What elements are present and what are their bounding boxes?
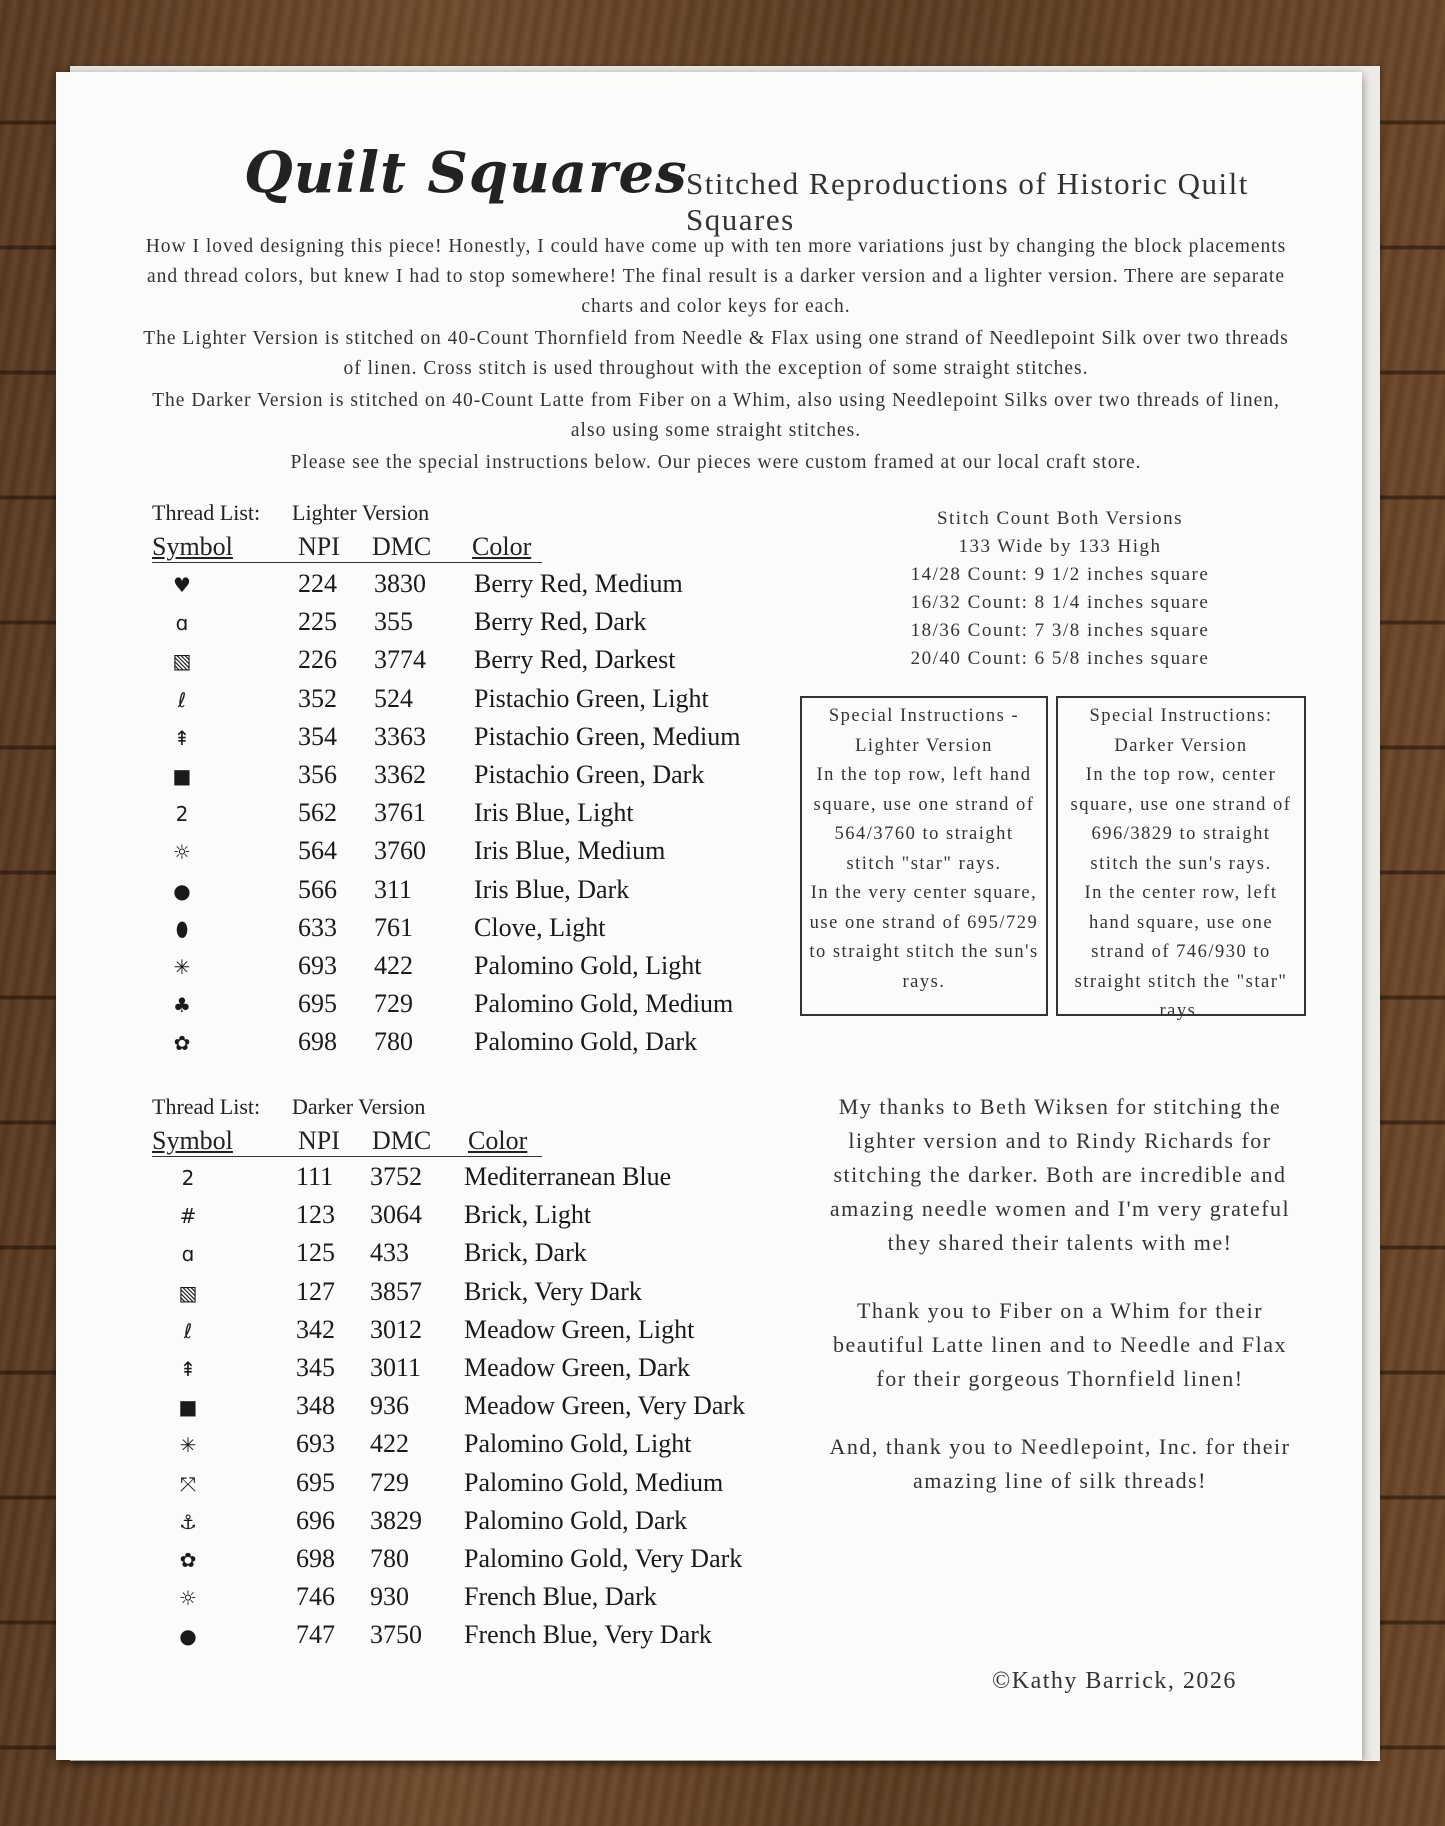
color-name-cell: Berry Red, Medium — [474, 569, 683, 598]
dmc-cell: 3011 — [370, 1353, 422, 1382]
intro-paragraph: The Darker Version is stitched on 40-Count Latte from Fiber on a Whim, also using Needlepoint Silks over two threads of linen, also using some straight stitches. — [152, 390, 1280, 441]
dmc-cell: 3362 — [374, 760, 426, 789]
dmc-cell: 3752 — [370, 1162, 422, 1191]
npi-cell: 698 — [296, 1544, 335, 1573]
pattern-sheet — [56, 72, 1362, 1760]
special-instructions-title: Special Instructions: Darker Version — [1089, 706, 1273, 756]
hatched-square-icon: ▧ — [178, 1280, 198, 1305]
table-row — [152, 1200, 772, 1238]
color-name-cell: Pistachio Green, Medium — [474, 721, 741, 751]
npi-cell: 352 — [298, 683, 337, 713]
color-name-cell: French Blue, Dark — [464, 1582, 657, 1612]
solid-circle-icon: ● — [173, 878, 191, 903]
column-dmc: DMC — [372, 532, 432, 561]
table-row — [152, 836, 772, 874]
thread-list-version: Lighter Version — [292, 500, 430, 525]
solid-oval-icon: ⬮ — [175, 916, 189, 941]
table-row — [152, 1027, 772, 1065]
solid-circle-icon: ● — [179, 1624, 197, 1649]
dmc-cell: 3829 — [370, 1505, 422, 1535]
thread-list-label: Thread List: — [152, 500, 261, 525]
color-name-cell: Brick, Dark — [464, 1238, 587, 1268]
intro-paragraph: The Lighter Version is stitched on 40-Count Thornfield from Needle & Flax using one strand of Needlepoint Silk over two threads of linen. Cross stitch is used throughout with the exception of some straight stitches. — [143, 328, 1289, 379]
heart-icon: ♥ — [173, 573, 191, 597]
thread-list-version: Darker Version — [292, 1094, 426, 1119]
table-row — [152, 1315, 772, 1353]
npi-cell: 111 — [296, 1162, 334, 1191]
two-icon: 2 — [175, 802, 189, 827]
column-divider — [152, 1156, 542, 1157]
npi-cell: 633 — [298, 912, 337, 942]
spiral-icon: ɑ — [181, 1242, 195, 1267]
table-row — [152, 798, 772, 836]
acknowledgements — [820, 1090, 1300, 1532]
color-name-cell: Meadow Green, Dark — [464, 1353, 690, 1382]
table-row — [152, 989, 772, 1027]
cross-arrows-icon: ⤧ — [180, 1471, 196, 1496]
table-row — [152, 1582, 772, 1620]
npi-cell: 127 — [296, 1276, 335, 1306]
color-name-cell: Brick, Very Dark — [464, 1276, 642, 1306]
special-instructions-lighter — [800, 696, 1048, 1016]
npi-cell: 562 — [298, 798, 337, 828]
npi-cell: 224 — [298, 569, 337, 598]
intro-paragraph: How I loved designing this piece! Honestly, I could have come up with ten more variations just by changing the block placements and thread colors, but knew I had to stop somewhere! The final result is a darker version and a lighter version. There are separate charts and color keys for each. — [145, 236, 1287, 317]
table-row — [152, 913, 772, 951]
dmc-cell: 422 — [374, 951, 413, 980]
column-divider — [152, 562, 542, 563]
color-name-cell: Brick, Light — [464, 1200, 592, 1230]
flower-icon: ✿ — [173, 1031, 191, 1056]
solid-square-icon: ■ — [172, 764, 192, 788]
color-name-cell: Clove, Light — [474, 912, 606, 942]
dmc-cell: 3830 — [374, 569, 426, 598]
table-row — [152, 760, 772, 798]
npi-cell: 693 — [298, 951, 337, 980]
table-row — [152, 1506, 772, 1544]
table-row — [152, 951, 772, 989]
stitch-count-block — [840, 505, 1280, 673]
color-name-cell: Palomino Gold, Light — [464, 1429, 692, 1459]
npi-cell: 564 — [298, 836, 337, 866]
table-row — [152, 1620, 772, 1658]
dmc-cell: 3064 — [370, 1200, 422, 1230]
dmc-cell: 3760 — [374, 836, 426, 866]
color-name-cell: Palomino Gold, Light — [474, 951, 702, 980]
table-row — [152, 875, 772, 913]
npi-cell: 225 — [298, 607, 337, 637]
teardrop-icon: ℓ — [177, 687, 187, 712]
column-color: Color — [468, 1126, 528, 1155]
npi-cell: 356 — [298, 760, 337, 789]
stitch-count-line: 18/36 Count: 7 3/8 inches square — [910, 620, 1210, 641]
npi-cell: 354 — [298, 721, 337, 751]
npi-cell: 746 — [296, 1582, 335, 1612]
page-subtitle: Stitched Reproductions of Historic Quilt Squares — [686, 166, 1249, 237]
table-row — [152, 1391, 772, 1429]
darker-column-headers — [152, 1126, 752, 1158]
two-icon: 2 — [181, 1166, 195, 1190]
acknowledgement-paragraph: And, thank you to Needlepoint, Inc. for their amazing line of silk threads! — [829, 1434, 1291, 1493]
npi-cell: 226 — [298, 645, 337, 675]
stitch-count-line: 14/28 Count: 9 1/2 inches square — [910, 564, 1210, 585]
table-row — [152, 722, 772, 760]
dmc-cell: 930 — [370, 1582, 409, 1612]
color-name-cell: Pistachio Green, Light — [474, 683, 709, 713]
special-instructions-title: Special Instructions - Lighter Version — [828, 706, 1020, 756]
club-icon: ♣ — [173, 993, 191, 1018]
table-row — [152, 1429, 772, 1467]
dmc-cell: 761 — [374, 912, 413, 942]
color-name-cell: Palomino Gold, Medium — [464, 1467, 724, 1497]
npi-cell: 345 — [296, 1353, 335, 1382]
dmc-cell: 3750 — [370, 1620, 422, 1650]
teardrop-icon: ℓ — [183, 1318, 193, 1343]
dmc-cell: 524 — [374, 683, 413, 713]
table-row — [152, 607, 772, 645]
title-row — [196, 132, 1346, 242]
table-row — [152, 1277, 772, 1315]
dmc-cell: 3857 — [370, 1276, 422, 1306]
dmc-cell: 3774 — [374, 645, 426, 675]
asterisk-icon: ✳ — [173, 955, 191, 979]
hatched-square-icon: ▧ — [172, 649, 192, 674]
special-instructions-darker — [1056, 696, 1306, 1021]
color-name-cell: Pistachio Green, Dark — [474, 760, 705, 789]
table-row — [152, 1544, 772, 1582]
dmc-cell: 936 — [370, 1391, 409, 1421]
asterisk-icon: ✳ — [179, 1433, 197, 1458]
color-name-cell: Palomino Gold, Dark — [474, 1027, 698, 1057]
acknowledgement-paragraph: My thanks to Beth Wiksen for stitching the lighter version and to Rindy Richards for stitching the darker. Both are incredible and amazing needle women and I'm very grateful they shared their talents with me! — [829, 1094, 1291, 1255]
column-symbol: Symbol — [152, 532, 233, 561]
dmc-cell: 3363 — [374, 721, 426, 751]
color-name-cell: Palomino Gold, Dark — [464, 1505, 688, 1535]
npi-cell: 698 — [298, 1027, 337, 1057]
table-row — [152, 1353, 772, 1391]
acknowledgement-paragraph: Thank you to Fiber on a Whim for their beautiful Latte linen and to Needle and Flax for their gorgeous Thornfield linen! — [833, 1298, 1287, 1391]
npi-cell: 695 — [298, 989, 337, 1019]
color-name-cell: Meadow Green, Very Dark — [464, 1391, 746, 1421]
color-name-cell: Berry Red, Darkest — [474, 645, 676, 675]
column-dmc: DMC — [372, 1126, 432, 1155]
npi-cell: 695 — [296, 1467, 335, 1497]
chevrons-up-icon: ⇞ — [173, 725, 191, 750]
table-row — [152, 1468, 772, 1506]
dmc-cell: 780 — [374, 1027, 413, 1057]
table-row — [152, 569, 772, 607]
page-title: Quilt Squares — [244, 140, 688, 206]
npi-cell: 696 — [296, 1505, 335, 1535]
sun-outline-icon: ☼ — [179, 1586, 197, 1611]
column-color: Color — [472, 532, 532, 561]
table-row — [152, 1238, 772, 1276]
npi-cell: 123 — [296, 1200, 335, 1230]
dmc-cell: 311 — [374, 874, 413, 904]
flower-icon: ✿ — [179, 1548, 197, 1572]
dmc-cell: 3761 — [374, 798, 426, 828]
dmc-cell: 3012 — [370, 1314, 422, 1344]
dmc-cell: 729 — [370, 1467, 409, 1497]
npi-cell: 566 — [298, 874, 337, 904]
column-npi: NPI — [298, 532, 340, 561]
spiral-icon: ɑ — [175, 611, 189, 636]
thread-list-darker-heading — [152, 1094, 425, 1120]
color-name-cell: French Blue, Very Dark — [464, 1620, 712, 1650]
color-name-cell: Iris Blue, Light — [474, 798, 634, 828]
hash-icon: # — [179, 1204, 197, 1229]
table-row — [152, 645, 772, 683]
npi-cell: 125 — [296, 1238, 335, 1268]
stitch-count-line: 20/40 Count: 6 5/8 inches square — [910, 648, 1210, 669]
intro-paragraph: Please see the special instructions below. Our pieces were custom framed at our local craft store. — [290, 452, 1142, 473]
special-instructions-text: In the top row, center square, use one strand of 696/3829 to straight stitch the sun's rays. — [1070, 765, 1292, 874]
table-row — [152, 684, 772, 722]
npi-cell: 348 — [296, 1391, 335, 1421]
special-instructions-text: In the center row, left hand square, use one strand of 746/930 to straight stitch the "star" rays. — [1074, 883, 1288, 1021]
sun-outline-icon: ☼ — [173, 840, 191, 865]
special-instructions-text: In the top row, left hand square, use one strand of 564/3760 to straight stitch "star" rays. — [813, 765, 1035, 874]
npi-cell: 747 — [296, 1620, 335, 1650]
anchor-icon: ⚓ — [179, 1509, 197, 1534]
dmc-cell: 422 — [370, 1429, 409, 1459]
stitch-count-line: 16/32 Count: 8 1/4 inches square — [910, 592, 1210, 613]
intro-text — [136, 232, 1296, 480]
color-name-cell: Iris Blue, Medium — [474, 836, 666, 866]
column-npi: NPI — [298, 1126, 340, 1155]
color-name-cell: Mediterranean Blue — [464, 1162, 672, 1191]
stitch-count-line: 133 Wide by 133 High — [958, 536, 1162, 557]
dmc-cell: 729 — [374, 989, 413, 1019]
chevrons-up-icon: ⇞ — [179, 1357, 197, 1381]
color-name-cell: Meadow Green, Light — [464, 1314, 695, 1344]
color-name-cell: Iris Blue, Dark — [474, 874, 630, 904]
dmc-cell: 433 — [370, 1238, 409, 1268]
color-name-cell: Palomino Gold, Very Dark — [464, 1544, 743, 1573]
dmc-cell: 355 — [374, 607, 413, 637]
npi-cell: 342 — [296, 1314, 335, 1344]
color-name-cell: Berry Red, Dark — [474, 607, 647, 637]
dmc-cell: 780 — [370, 1544, 409, 1573]
lighter-column-headers — [152, 532, 752, 564]
thread-list-lighter-heading — [152, 500, 429, 526]
npi-cell: 693 — [296, 1429, 335, 1459]
stitch-count-heading: Stitch Count Both Versions — [936, 508, 1184, 529]
thread-list-label: Thread List: — [152, 1094, 261, 1119]
special-instructions-text: In the very center square, use one strand of 695/729 to straight stitch the sun's rays. — [809, 883, 1039, 992]
column-symbol: Symbol — [152, 1126, 233, 1155]
solid-square-icon: ■ — [178, 1395, 198, 1420]
copyright: ©Kathy Barrick, 2026 — [992, 1668, 1237, 1694]
table-row — [152, 1162, 772, 1200]
color-name-cell: Palomino Gold, Medium — [474, 989, 734, 1019]
